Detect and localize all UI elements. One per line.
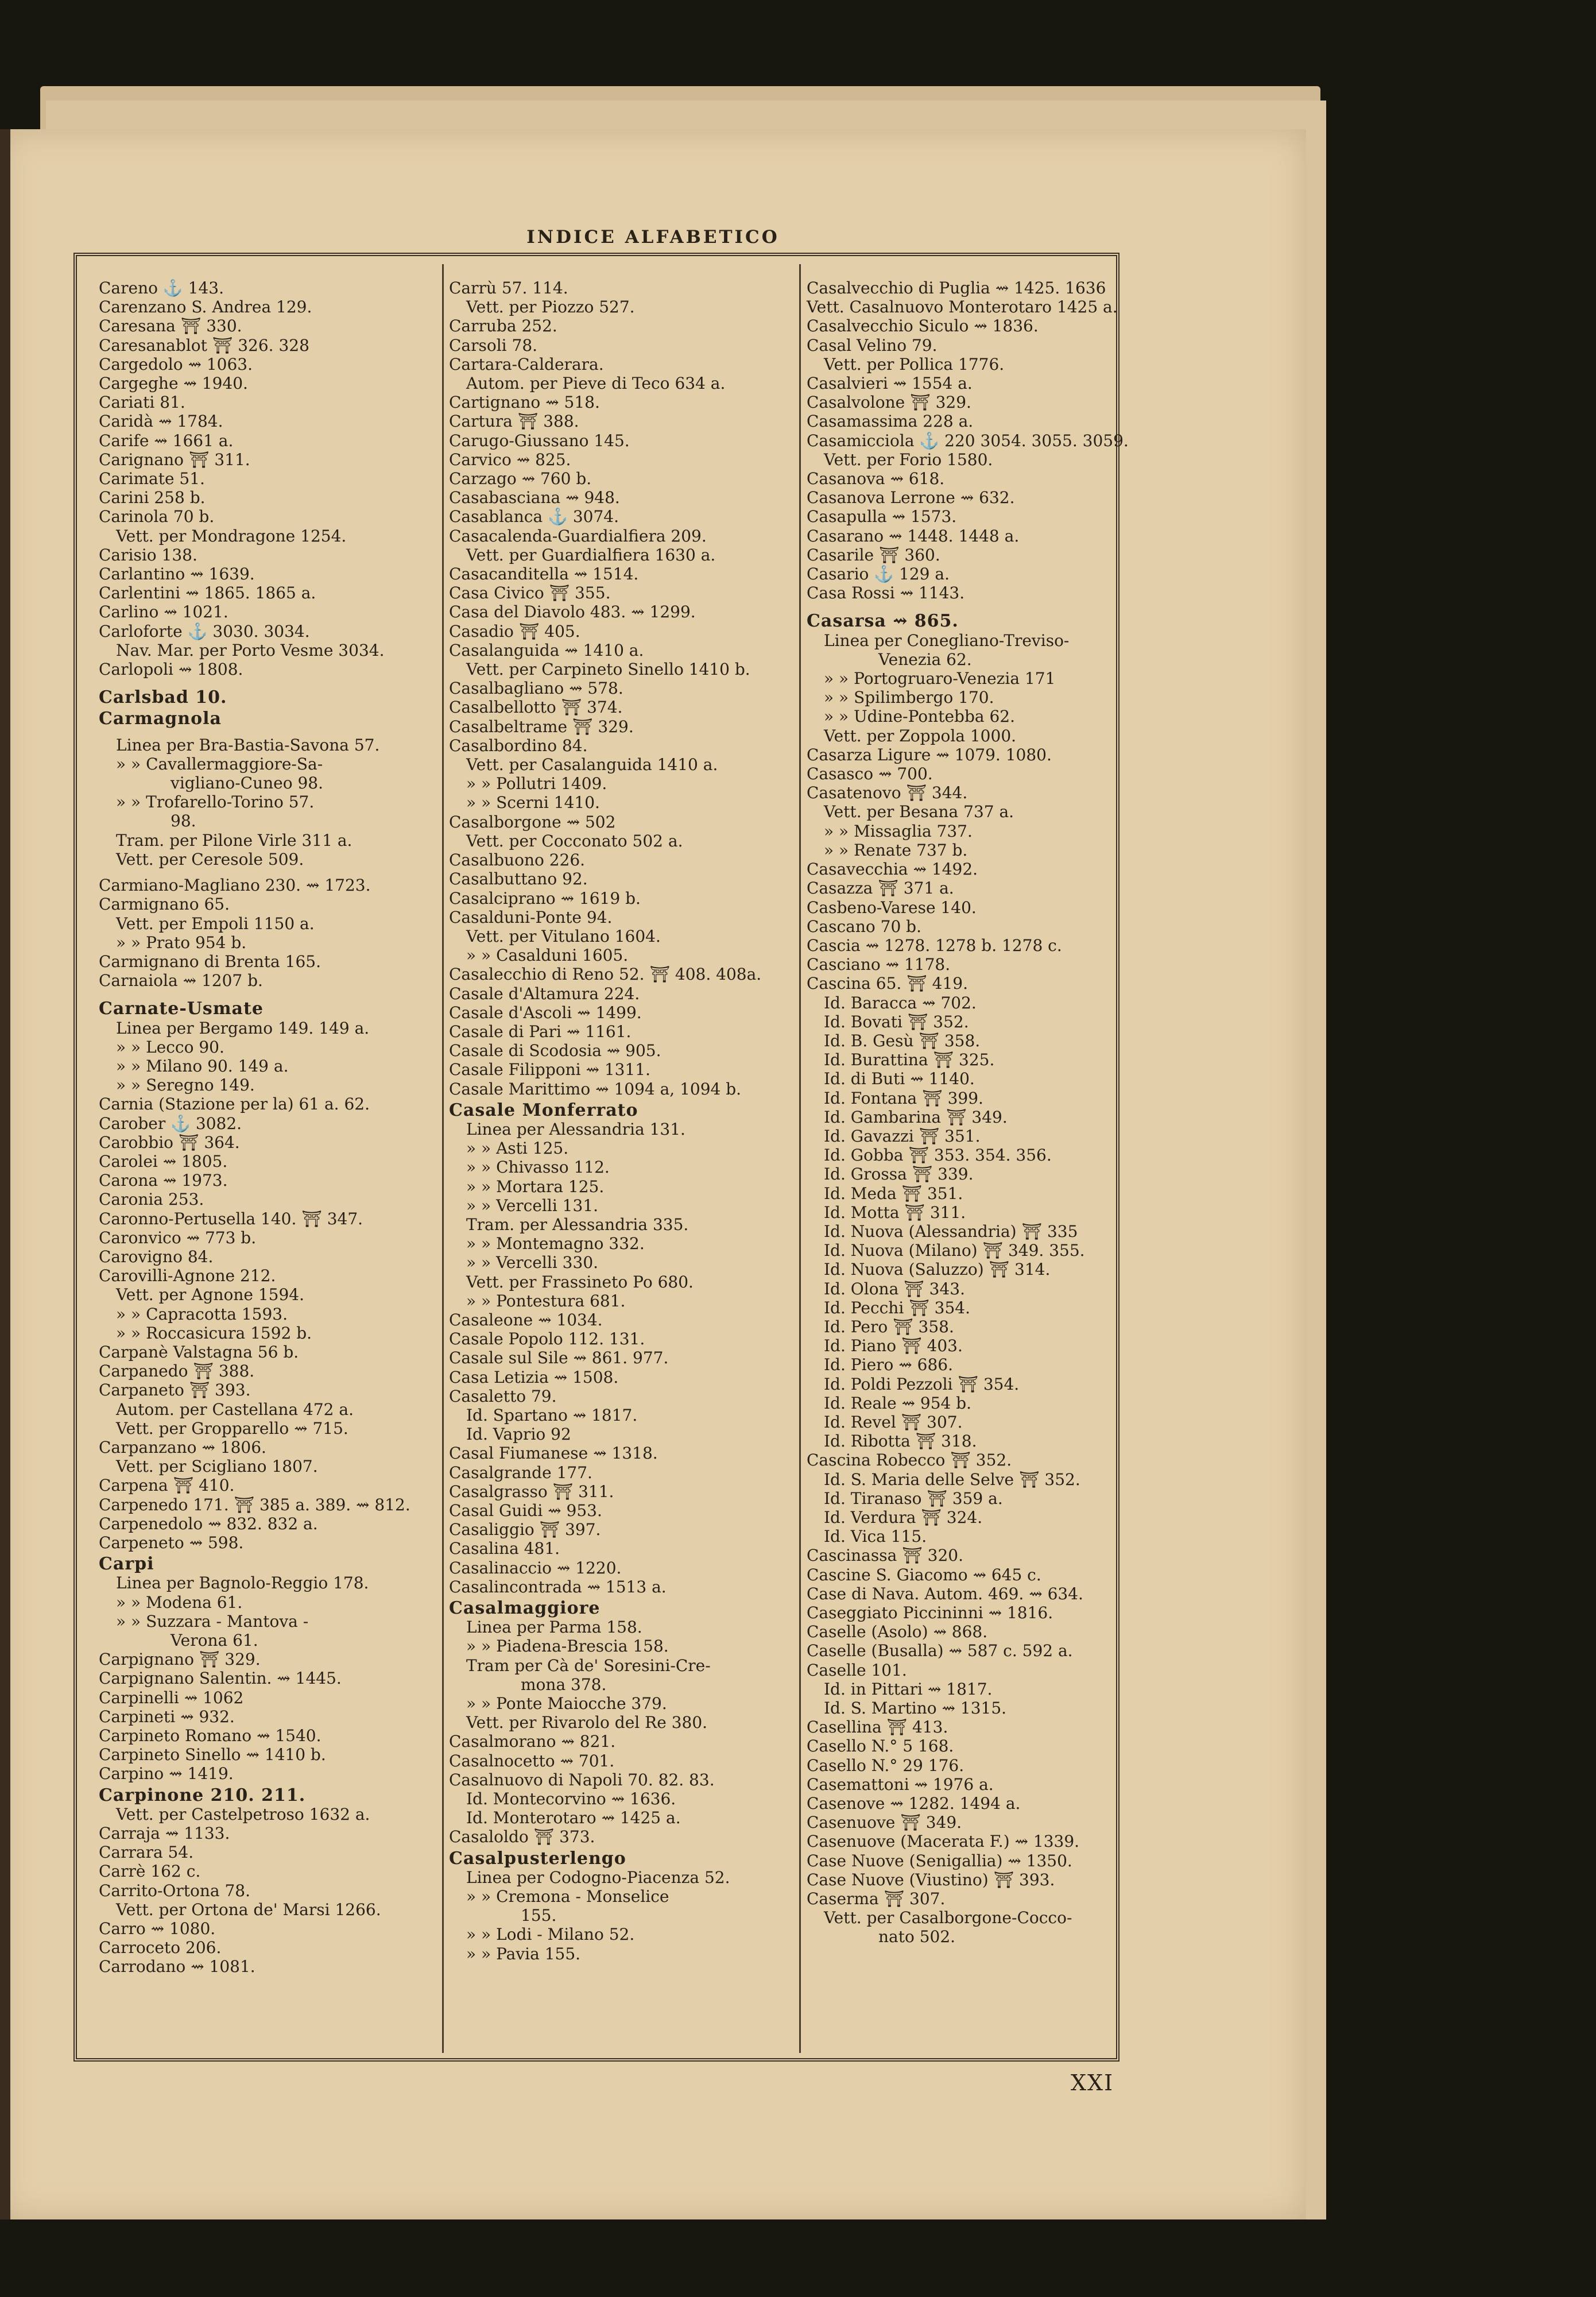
index-entry: Casalvecchio Siculo ⇝ 1836. [807,316,1039,336]
index-entry: Carpinelli ⇝ 1062 [99,1688,244,1707]
index-entry: Vett. per Besana 737 a. [824,802,1014,822]
index-entry: Vett. per Agnone 1594. [116,1285,305,1305]
index-entry: Linea per Bergamo 149. 149 a. [116,1018,370,1038]
index-entry: Carraja ⇝ 1133. [99,1824,230,1843]
index-entry: Id. Verdura ⛩ 324. [824,1508,983,1527]
index-entry: » » Renate 737 b. [824,840,968,860]
index-entry: Caridà ⇝ 1784. [99,412,223,431]
index-entry: Carruba 252. [449,316,557,336]
index-entry: » » Portogruaro-Venezia 171 [824,669,1056,689]
index-entry: Vett. per Ortona de' Marsi 1266. [116,1900,381,1919]
index-entry: Casalvieri ⇝ 1554 a. [807,374,973,393]
index-entry: » » Modena 61. [116,1592,243,1612]
index-entry: Nav. Mar. per Porto Vesme 3034. [116,640,385,660]
index-entry: Casacanditella ⇝ 1514. [449,564,639,584]
index-heading: Casale Monferrato [449,1100,638,1120]
index-entry: Casa Civico ⛩ 355. [449,583,611,603]
index-entry: Careno ⚓ 143. [99,279,224,297]
index-entry: Vett. per Guardialfiera 1630 a. [466,545,716,564]
index-entry: Casalecchio di Reno 52. ⛩ 408. 408a. [449,965,762,984]
index-entry: Carife ⇝ 1661 a. [99,431,234,450]
index-entry: » » Missaglia 737. [824,821,973,841]
index-entry: Id. Fontana ⛩ 399. [824,1088,983,1108]
index-entry: Casalina 481. [449,1539,560,1559]
index-entry: Casale di Scodosia ⇝ 905. [449,1041,661,1061]
index-entry: Cascine S. Giacomo ⇝ 645 c. [807,1565,1041,1584]
index-entry: Id. Burattina ⛩ 325. [824,1050,995,1070]
index-entry: Cascinassa ⛩ 320. [807,1546,963,1565]
index-entry: Carpineti ⇝ 932. [99,1707,235,1726]
spacer [99,679,420,686]
index-entry: Casaleone ⇝ 1034. [449,1310,603,1329]
index-entry: Carrè 162 c. [99,1862,201,1881]
column-divider-1 [442,264,444,2053]
index-entry: Casalgrasso ⛩ 311. [449,1482,614,1501]
index-heading: Carpi [99,1554,154,1575]
index-entry: Id. Vica 115. [824,1527,927,1546]
index-entry: Casalciprano ⇝ 1619 b. [449,888,641,908]
book-spine [0,129,10,2219]
index-entry: » » Pavia 155. [466,1944,581,1963]
index-entry: Linea per Conegliano-Treviso- [824,631,1070,650]
index-entry: Casalborgone ⇝ 502 [449,812,616,832]
index-entry: Carona ⇝ 1973. [99,1171,228,1190]
index-entry: Carlantino ⇝ 1639. [99,564,255,584]
index-entry: 155. [521,1906,557,1925]
index-entry: Casacalenda-Guardialfiera 209. [449,526,707,546]
index-entry: Vett. per Rivarolo del Re 380. [466,1713,708,1733]
index-heading: Carnate-Usmate [99,999,264,1019]
index-entry: Id. Meda ⛩ 351. [824,1184,963,1203]
index-entry: Caronia 253. [99,1190,204,1209]
index-entry: Vett. per Scigliano 1807. [116,1457,318,1476]
index-entry: Casalbeltrame ⛩ 329. [449,717,634,736]
index-entry: Id. Monterotaro ⇝ 1425 a. [466,1808,681,1828]
index-entry: Case di Nava. Autom. 469. ⇝ 634. [807,1584,1083,1603]
index-entry: Casale Filipponi ⇝ 1311. [449,1060,651,1080]
index-entry: Id. Gambarina ⛩ 349. [824,1107,1008,1127]
index-entry: Carmiano-Magliano 230. ⇝ 1723. [99,876,371,895]
index-entry: Id. Baracca ⇝ 702. [824,993,977,1012]
index-entry: Vett. per Carpineto Sinello 1410 b. [466,660,750,679]
index-entry: Carpanzano ⇝ 1806. [99,1437,266,1457]
index-heading: Casalmaggiore [449,1598,601,1619]
index-entry: Tram per Cà de' Soresini-Cre- [466,1656,711,1675]
index-entry: Id. Nuova (Alessandria) ⛩ 335 [824,1221,1078,1241]
index-entry: Id. Pecchi ⛩ 354. [824,1298,970,1317]
index-entry: Casavecchia ⇝ 1492. [807,860,978,879]
index-entry: Casaliggio ⛩ 397. [449,1520,601,1540]
index-entry: Id. Vaprio 92 [466,1425,571,1444]
index-entry: Carenzano S. Andrea 129. [99,297,312,317]
index-entry: Carrù 57. 114. [449,279,568,297]
index-entry: Id. Poldi Pezzoli ⛩ 354. [824,1374,1020,1394]
index-entry: Carignano ⛩ 311. [99,450,250,469]
index-entry: Casaloldo ⛩ 373. [449,1827,595,1847]
index-entry: Vett. per Cocconato 502 a. [466,831,683,850]
index-entry: Carolei ⇝ 1805. [99,1151,228,1171]
index-entry: Casalincontrada ⇝ 1513 a. [449,1577,667,1596]
index-entry: » » Casalduni 1605. [466,946,629,965]
index-heading: Casarsa ⇝ 865. [807,611,959,632]
index-entry: Casemattoni ⇝ 1976 a. [807,1774,994,1794]
index-entry: Linea per Parma 158. [466,1618,642,1637]
index-entry: Carugo-Giussano 145. [449,431,630,450]
index-entry: Casa del Diavolo 483. ⇝ 1299. [449,602,696,622]
index-entry: » » Trofarello-Torino 57. [116,792,315,812]
index-entry: Casale Marittimo ⇝ 1094 a, 1094 b. [449,1079,742,1099]
index-entry: Casal Velino 79. [807,335,938,355]
index-entry: Id. di Buti ⇝ 1140. [824,1069,975,1089]
index-entry: Carnia (Stazione per la) 61 a. 62. [99,1095,370,1114]
index-entry: Carini 258 b. [99,488,206,508]
index-entry: » » Roccasicura 1592 b. [116,1323,312,1343]
index-entry: Id. Olona ⛩ 343. [824,1279,965,1298]
index-entry: » » Mortara 125. [466,1177,605,1196]
index-entry: Casale Popolo 112. 131. [449,1329,645,1349]
index-entry: Vett. per Castelpetroso 1632 a. [116,1804,370,1824]
index-entry: Carpignano Salentin. ⇝ 1445. [99,1669,342,1688]
index-entry: Autom. per Pieve di Teco 634 a. [466,374,726,393]
index-entry: Casalbuttano 92. [449,869,588,889]
index-entry: Caserma ⛩ 307. [807,1889,946,1909]
index-entry: Venezia 62. [878,649,972,669]
index-entry: Carlopoli ⇝ 1808. [99,660,243,679]
index-entry: Carlino ⇝ 1021. [99,602,228,622]
index-entry: Vett. Casalnuovo Monterotaro 1425 a. [807,297,1118,317]
index-entry: Casalbordino 84. [449,736,588,755]
index-entry: Carpino ⇝ 1419. [99,1764,234,1784]
index-entry: Vett. per Empoli 1150 a. [116,914,315,933]
index-entry: Casadio ⛩ 405. [449,621,580,641]
index-entry: Casello N.° 5 168. [807,1737,954,1756]
index-entry: Carober ⚓ 3082. [99,1113,242,1133]
index-entry: Carovigno 84. [99,1247,214,1266]
index-entry: Id. Reale ⇝ 954 b. [824,1393,972,1413]
index-entry: Id. Pero ⛩ 358. [824,1317,954,1336]
index-entry: Carpenedo 171. ⛩ 385 a. 389. ⇝ 812. [99,1495,410,1514]
index-entry: Caresana ⛩ 330. [99,316,242,336]
index-column-3 [807,279,1128,1947]
index-entry: mona 378. [521,1675,607,1694]
index-column-1 [99,279,420,1977]
index-entry: Cargeghe ⇝ 1940. [99,374,248,393]
index-entry: Casalanguida ⇝ 1410 a. [449,640,644,660]
page-number: XXI [1071,2070,1114,2095]
spacer [807,602,1128,609]
index-entry: Linea per Codogno-Piacenza 52. [466,1867,730,1887]
index-entry: Vett. per Casalanguida 1410 a. [466,755,718,775]
index-entry: » » Seregno 149. [116,1076,255,1095]
index-entry: Casenuove ⛩ 349. [807,1813,962,1832]
index-entry: Carrara 54. [99,1843,194,1862]
index-entry: Vett. per Pollica 1776. [824,354,1005,374]
index-entry: Caselle 101. [807,1660,907,1680]
spacer [99,869,420,876]
index-entry: » » Asti 125. [466,1139,569,1158]
index-entry: Id. Ribotta ⛩ 318. [824,1432,977,1451]
index-entry: Linea per Bagnolo-Reggio 178. [116,1573,369,1593]
column-divider-2 [799,264,801,2053]
index-entry: Cartara-Calderara. [449,354,604,374]
index-entry: Carpineto Romano ⇝ 1540. [99,1726,321,1746]
index-entry: » » Udine-Pontebba 62. [824,707,1015,726]
index-entry: Carrodano ⇝ 1081. [99,1957,255,1977]
index-entry: Carro ⇝ 1080. [99,1919,216,1939]
index-entry: Casapulla ⇝ 1573. [807,507,957,527]
index-entry: Id. S. Maria delle Selve ⛩ 352. [824,1470,1080,1489]
index-entry: Carzago ⇝ 760 b. [449,469,592,489]
index-entry: Carisio 138. [99,545,197,564]
index-entry: Carsoli 78. [449,335,538,355]
index-entry: Vett. per Casalborgone-Cocco- [824,1908,1072,1928]
index-entry: Casanova Lerrone ⇝ 632. [807,488,1015,508]
index-entry: Id. Grossa ⛩ 339. [824,1165,974,1184]
index-entry: » » Pollutri 1409. [466,774,607,794]
index-entry: Id. Gavazzi ⛩ 351. [824,1126,981,1146]
index-entry: Case Nuove (Viustino) ⛩ 393. [807,1870,1055,1889]
index-entry: Casbeno-Varese 140. [807,898,977,917]
index-entry: Linea per Alessandria 131. [466,1119,685,1139]
index-entry: Carpaneto ⛩ 393. [99,1380,251,1400]
index-heading: Carpinone 210. 211. [99,1785,306,1805]
index-entry: Casa Rossi ⇝ 1143. [807,583,965,603]
index-entry: Casa Letizia ⇝ 1508. [449,1367,619,1387]
index-entry: Vett. per Zoppola 1000. [824,726,1017,745]
index-entry: Carmignano 65. [99,895,230,914]
index-entry: Carpenedolo ⇝ 832. 832 a. [99,1514,318,1533]
index-entry: Cascina Robecco ⛩ 352. [807,1451,1012,1470]
index-entry: Carpignano ⛩ 329. [99,1650,261,1669]
index-entry: Id. B. Gesù ⛩ 358. [824,1031,981,1050]
index-entry: Casazza ⛩ 371 a. [807,879,954,898]
index-entry: Id. in Pittari ⇝ 1817. [824,1679,993,1699]
index-entry: Casario ⚓ 129 a. [807,564,950,584]
index-heading: Carlsbad 10. [99,687,227,708]
index-entry: Caresanablot ⛩ 326. 328 [99,335,309,355]
index-entry: Carnaiola ⇝ 1207 b. [99,971,263,991]
index-entry: Caselle (Busalla) ⇝ 587 c. 592 a. [807,1641,1073,1661]
index-entry: Id. Tiranaso ⛩ 359 a. [824,1488,1003,1508]
index-entry: Casalbellotto ⛩ 374. [449,698,623,717]
index-entry: » » Vercelli 131. [466,1196,599,1215]
index-entry: » » Capracotta 1593. [116,1304,288,1324]
index-entry: Carrito-Ortona 78. [99,1881,251,1900]
index-entry: Casal Fiumanese ⇝ 1318. [449,1444,658,1463]
index-entry: Id. Piano ⛩ 403. [824,1336,963,1356]
index-entry: Id. Montecorvino ⇝ 1636. [466,1789,676,1809]
index-entry: Casaletto 79. [449,1386,557,1406]
index-entry: Carroceto 206. [99,1938,222,1958]
index-entry: Id. Revel ⛩ 307. [824,1412,963,1432]
index-entry: Casal Guidi ⇝ 953. [449,1501,602,1520]
index-entry: Casalvolone ⛩ 329. [807,393,971,412]
index-entry: Carovilli-Agnone 212. [99,1266,276,1286]
index-entry: 98. [171,811,196,831]
index-entry: Id. Motta ⛩ 311. [824,1202,966,1222]
index-entry: Casale sul Sile ⇝ 861. 977. [449,1348,669,1368]
index-entry: Casatenovo ⛩ 344. [807,783,968,803]
index-entry: Carpeneto ⇝ 598. [99,1533,244,1552]
index-entry: Carmignano di Brenta 165. [99,952,321,971]
index-entry: Casale d'Ascoli ⇝ 1499. [449,1003,642,1022]
index-entry: Casablanca ⚓ 3074. [449,507,619,527]
index-entry: Cartignano ⇝ 518. [449,393,600,412]
index-entry: Casellina ⛩ 413. [807,1718,948,1737]
index-entry: » » Milano 90. 149 a. [116,1056,289,1076]
index-entry: » » Vercelli 330. [466,1253,599,1273]
index-entry: Casarile ⛩ 360. [807,545,940,564]
index-entry: Carloforte ⚓ 3030. 3034. [99,621,310,641]
index-entry: Vett. per Frassineto Po 680. [466,1272,694,1291]
index-column-2 [449,279,770,1963]
index-heading: Casalpusterlengo [449,1848,626,1869]
index-entry: » » Ponte Maiocche 379. [466,1694,667,1714]
index-entry: Casale di Pari ⇝ 1161. [449,1022,632,1041]
index-entry: Vett. per Mondragone 1254. [116,526,347,546]
spacer [99,729,420,736]
index-entry: Carimate 51. [99,469,205,489]
index-entry: Carlentini ⇝ 1865. 1865 a. [99,583,316,603]
index-entry: Casenove ⇝ 1282. 1494 a. [807,1794,1021,1813]
index-entry: nato 502. [878,1927,956,1947]
index-entry: Cascia ⇝ 1278. 1278 b. 1278 c. [807,935,1062,955]
index-entry: » » Spilimbergo 170. [824,688,994,707]
index-entry: Id. Nuova (Saluzzo) ⛩ 314. [824,1260,1051,1279]
index-entry: Casalmorano ⇝ 821. [449,1732,616,1751]
index-entry: Id. Gobba ⛩ 353. 354. 356. [824,1146,1052,1165]
index-entry: Cartura ⛩ 388. [449,412,579,431]
index-entry: Vett. per Piozzo 527. [466,297,635,317]
index-entry: Id. Spartano ⇝ 1817. [466,1405,638,1425]
index-entry: » » Cavallermaggiore-Sa- [116,754,323,774]
index-entry: » » Scerni 1410. [466,793,600,813]
index-entry: » » Piadena-Brescia 158. [466,1637,669,1656]
index-entry: Casasco ⇝ 700. [807,764,933,784]
index-entry: Id. Piero ⇝ 686. [824,1355,953,1375]
index-entry: Caronno-Pertusella 140. ⛩ 347. [99,1209,363,1228]
index-entry: Casalinaccio ⇝ 1220. [449,1558,622,1577]
index-entry: Casalduni-Ponte 94. [449,907,613,927]
index-entry: Caseggiato Piccininni ⇝ 1816. [807,1603,1053,1623]
index-entry: Carpanè Valstagna 56 b. [99,1342,299,1362]
index-entry: Id. Nuova (Milano) ⛩ 349. 355. [824,1241,1085,1260]
index-entry: Casabasciana ⇝ 948. [449,488,620,508]
index-entry: Cargedolo ⇝ 1063. [99,354,253,374]
index-entry: Vett. per Ceresole 509. [116,849,304,869]
index-entry: » » Pontestura 681. [466,1291,626,1310]
index-entry: Casamicciola ⚓ 220 3054. 3055. 3059. [807,431,1129,450]
index-entry: Case Nuove (Senigallia) ⇝ 1350. [807,1851,1072,1870]
index-entry: Autom. per Castellana 472 a. [116,1399,354,1419]
index-entry: » » Montemagno 332. [466,1234,645,1254]
index-entry: Caronvico ⇝ 773 b. [99,1228,257,1247]
index-heading: Carmagnola [99,709,222,729]
index-entry: Vett. per Forio 1580. [824,450,993,469]
index-entry: » » Lecco 90. [116,1037,224,1057]
index-entry: Casalbuono 226. [449,850,586,870]
index-entry: Tram. per Alessandria 335. [466,1215,689,1234]
index-entry: » » Suzzara - Mantova - [116,1611,309,1631]
index-entry: Casello N.° 29 176. [807,1755,964,1775]
index-entry: Tram. per Pilone Virle 311 a. [116,830,352,850]
index-entry: Cariati 81. [99,393,185,412]
index-entry: Carinola 70 b. [99,507,215,527]
index-entry: Linea per Bra-Bastia-Savona 57. [116,735,380,755]
index-entry: Casamassima 228 a. [807,412,974,431]
index-entry: Casalnocetto ⇝ 701. [449,1751,615,1770]
index-entry: Id. Bovati ⛩ 352. [824,1012,969,1031]
index-entry: Casanova ⇝ 618. [807,469,945,489]
index-entry: Casciano ⇝ 1178. [807,955,951,975]
index-entry: Vett. per Vitulano 1604. [466,926,661,946]
index-entry: Casarza Ligure ⇝ 1079. 1080. [807,745,1052,764]
index-entry: Vett. per Gropparello ⇝ 715. [116,1418,348,1438]
index-entry: Caselle (Asolo) ⇝ 868. [807,1622,988,1642]
index-entry: Casalbagliano ⇝ 578. [449,679,623,698]
index-entry: Casarano ⇝ 1448. 1448 a. [807,526,1020,546]
index-entry: Casenuove (Macerata F.) ⇝ 1339. [807,1832,1080,1851]
index-entry: » » Cremona - Monselice [466,1887,669,1907]
index-entry: Carpineto Sinello ⇝ 1410 b. [99,1745,326,1765]
index-entry: Id. S. Martino ⇝ 1315. [824,1699,1007,1718]
page-header: INDICE ALFABETICO [526,227,780,248]
index-entry: Cascano 70 b. [807,917,922,936]
index-entry: Casale d'Altamura 224. [449,984,640,1003]
spacer [99,990,420,997]
index-entry: Casalvecchio di Puglia ⇝ 1425. 1636 [807,279,1106,297]
index-entry: Verona 61. [171,1631,258,1650]
index-entry: Carobbio ⛩ 364. [99,1132,240,1152]
index-entry: » » Chivasso 112. [466,1158,610,1177]
index-entry: Casalgrande 177. [449,1463,592,1482]
index-entry: Carvico ⇝ 825. [449,450,571,469]
index-entry: Carpanedo ⛩ 388. [99,1362,255,1381]
index-entry: Cascina 65. ⛩ 419. [807,974,968,993]
index-entry: vigliano-Cuneo 98. [171,774,323,793]
index-entry: » » Prato 954 b. [116,933,247,952]
index-entry: Carpena ⛩ 410. [99,1476,235,1495]
index-entry: » » Lodi - Milano 52. [466,1925,635,1944]
index-entry: Casalnuovo di Napoli 70. 82. 83. [449,1770,715,1789]
